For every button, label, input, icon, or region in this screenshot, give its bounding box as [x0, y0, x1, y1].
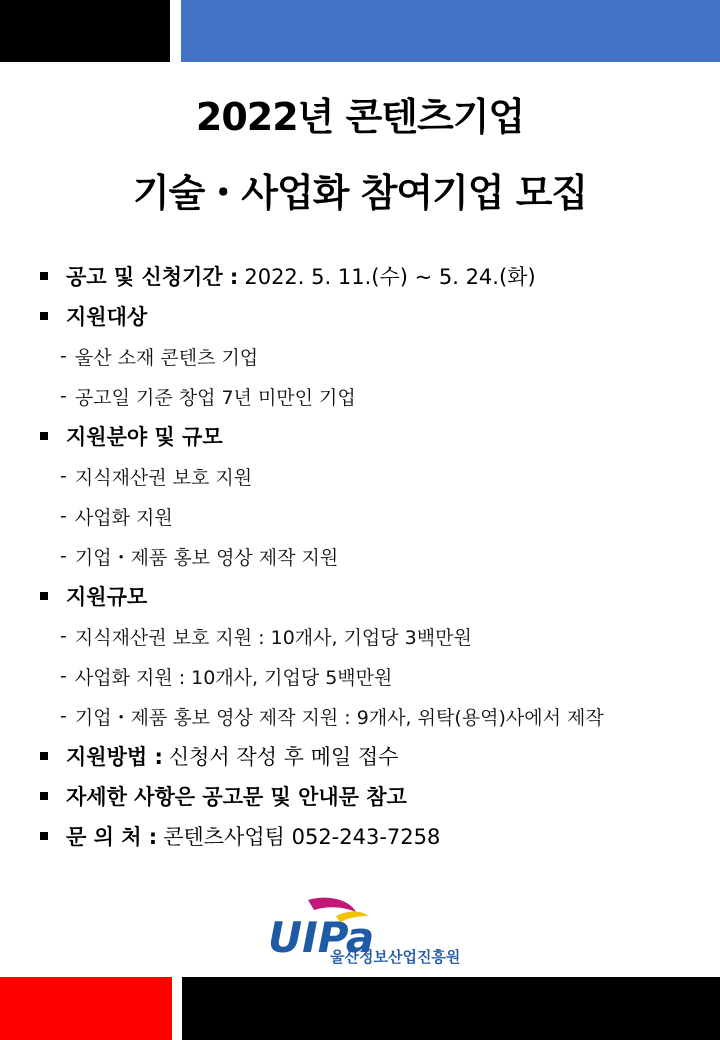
- page-title-line-2: 기술・사업화 참여기업 모집: [132, 171, 588, 215]
- bullet-icon: [40, 752, 48, 760]
- sub-item: [40, 656, 710, 696]
- logo-organization-name: 울산정보산업진흥원: [330, 948, 461, 966]
- item-application-period: [40, 256, 710, 296]
- dash-prefix: -: [60, 625, 67, 647]
- item-application-method: [40, 736, 710, 776]
- item-value: 신청서 작성 후 메일 접수: [168, 745, 399, 769]
- item-label: 지원분야 및 규모: [66, 425, 223, 449]
- page-title-line-1: 2022년 콘텐츠기업: [195, 95, 525, 139]
- top-left-black-bar: [0, 0, 170, 62]
- sub-item-text: 사업화 지원 : 10개사, 기업당 5백만원: [74, 666, 393, 689]
- logo-swoosh-magenta: [308, 898, 356, 912]
- sub-item-text: 사업화 지원: [74, 506, 173, 529]
- item-label: 지원방법 :: [66, 745, 163, 769]
- dash-prefix: -: [60, 705, 67, 727]
- sub-item: [40, 536, 710, 576]
- item-details-note: [40, 776, 710, 816]
- sub-item-text: 지식재산권 보호 지원 : 10개사, 기업당 3백만원: [74, 626, 472, 649]
- dash-prefix: -: [60, 345, 67, 367]
- sub-item: [40, 376, 710, 416]
- bottom-right-black-bar: [182, 977, 720, 1040]
- notice-content: [40, 256, 710, 856]
- item-support-scale: [40, 576, 710, 616]
- item-value: 콘텐츠사업팀 052-243-7258: [163, 825, 441, 849]
- dash-prefix: -: [60, 545, 67, 567]
- item-field-scale: [40, 416, 710, 456]
- top-right-blue-bar: [181, 0, 720, 62]
- sub-item: [40, 616, 710, 656]
- sub-item: [40, 696, 710, 736]
- item-value: 2022. 5. 11.(수) ~ 5. 24.(화): [244, 265, 536, 289]
- item-label: 지원대상: [66, 305, 148, 329]
- sub-item-text: 공고일 기준 창업 7년 미만인 기업: [74, 386, 356, 409]
- item-target: [40, 296, 710, 336]
- sub-item-text: 울산 소재 콘텐츠 기업: [74, 346, 259, 369]
- dash-prefix: -: [60, 665, 67, 687]
- sub-item-text: 지식재산권 보호 지원: [74, 466, 253, 489]
- bullet-icon: [40, 272, 48, 280]
- bullet-icon: [40, 432, 48, 440]
- sub-item-text: 기업・제품 홍보 영상 제작 지원 : 9개사, 위탁(용역)사에서 제작: [74, 706, 604, 729]
- item-label: 자세한 사항은 공고문 및 안내문 참고: [66, 785, 407, 809]
- sub-item: [40, 336, 710, 376]
- bullet-icon: [40, 592, 48, 600]
- sub-item: [40, 456, 710, 496]
- logo-mark: UIPa: [268, 913, 375, 962]
- dash-prefix: -: [60, 385, 67, 407]
- item-label: 공고 및 신청기간 :: [66, 265, 239, 289]
- dash-prefix: -: [60, 505, 67, 527]
- dash-prefix: -: [60, 465, 67, 487]
- bullet-icon: [40, 312, 48, 320]
- bullet-icon: [40, 792, 48, 800]
- bottom-left-red-bar: [0, 977, 172, 1040]
- sub-item: [40, 496, 710, 536]
- item-label: 문 의 처 :: [66, 825, 158, 849]
- item-contact: [40, 816, 710, 856]
- bullet-icon: [40, 832, 48, 840]
- item-label: 지원규모: [66, 585, 148, 609]
- sub-item-text: 기업・제품 홍보 영상 제작 지원: [74, 546, 339, 569]
